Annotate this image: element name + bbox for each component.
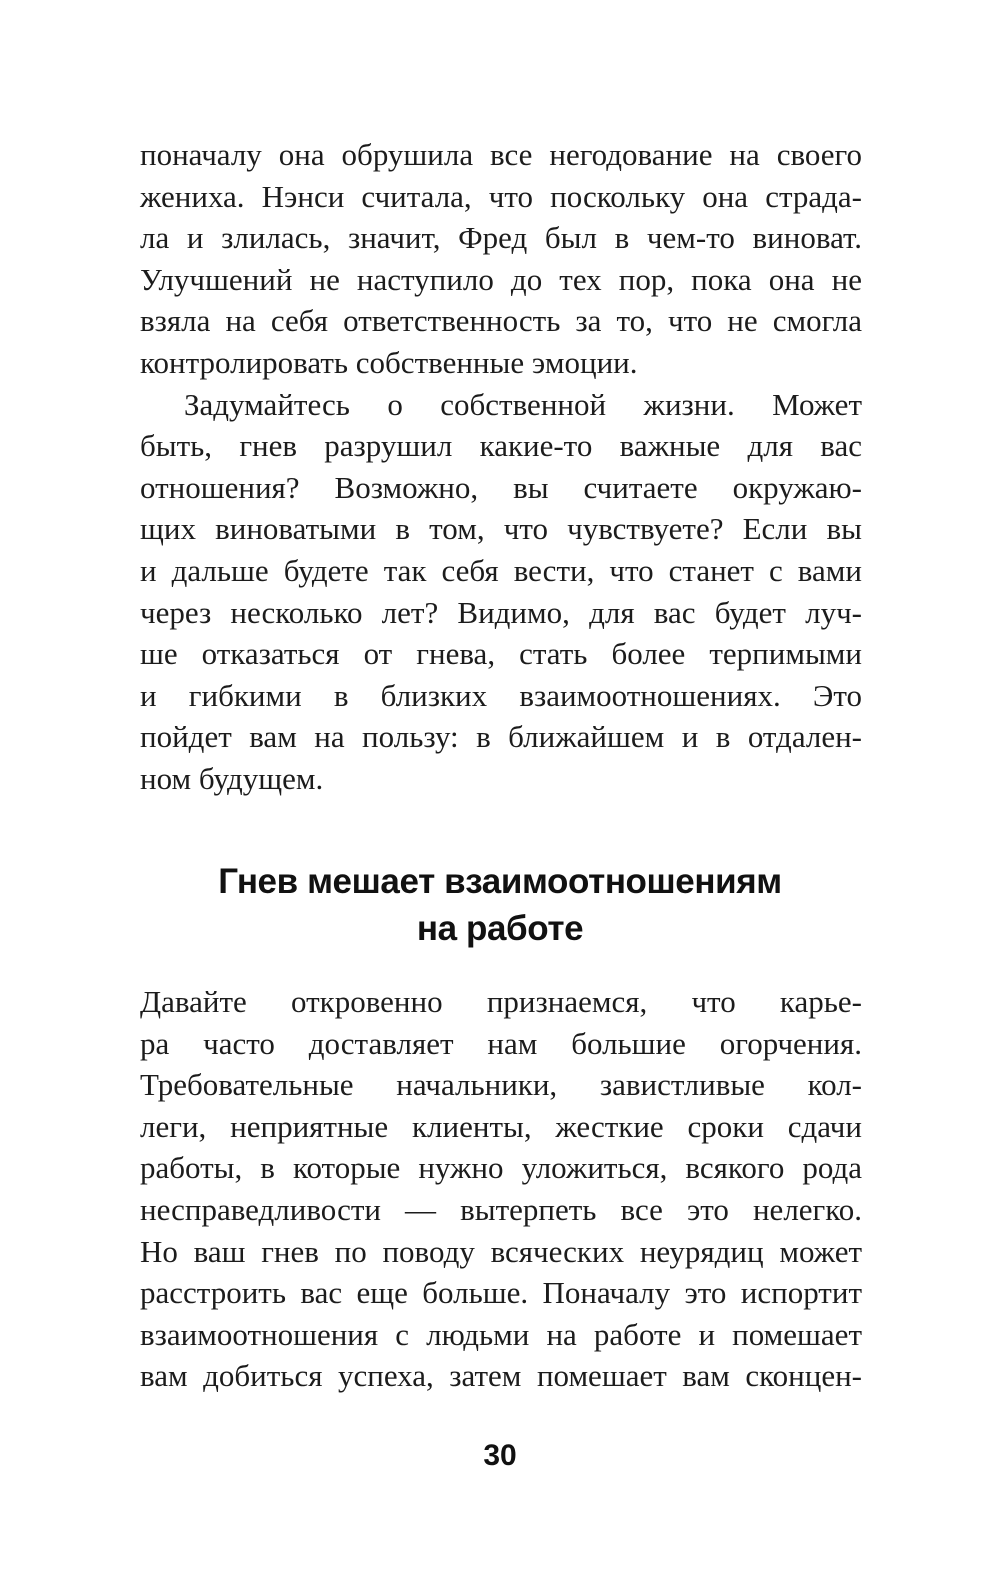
text-line: ше отказаться от гнева, стать более терпимыми [140,636,862,672]
text-line: взяла на себя ответственность за то, что не смогла [140,303,862,339]
text-line: ла и злилась, значит, Фред был в чем-то виноват. [140,220,862,256]
text-line: вам добиться успеха, затем помешает вам сконцен- [140,1358,862,1394]
text-line: ра часто доставляет нам большие огорчения. [140,1025,862,1061]
text-line: взаимоотношения с людьми на работе и помешает [140,1316,862,1352]
text-line: расстроить вас еще больше. Поначалу это испортит [140,1275,862,1311]
heading-line: на работе [416,909,584,948]
text-line: и гибкими в близких взаимоотношениях. Это [140,677,862,713]
heading-line: Гнев мешает взаимоотношениям [218,862,782,901]
page-number: 30 [483,1439,517,1472]
text-line: щих виноватыми в том, что чувствуете? Если вы [140,511,862,547]
text-line: Требовательные начальники, завистливые кол- [140,1067,862,1103]
text-line: ном будущем. [140,760,324,796]
text-line: поначалу она обрушила все негодование на своего [140,137,862,172]
paragraph-continued [140,134,862,384]
text-line: отношения? Возможно, вы считаете окружаю- [140,469,862,505]
text-line: и дальше будете так себя вести, что станет с вами [140,552,862,588]
paragraph-work [140,981,862,1397]
text-line: жениха. Нэнси считала, что поскольку она страда- [140,178,862,214]
text-line: быть, гнев разрушил какие-то важные для вас [140,428,862,464]
text-line: пойдет вам на пользу: в ближайшем и в отдален- [140,719,862,755]
text-line: несправедливости — вытерпеть все это нелегко. [140,1191,862,1227]
text-line: Задумайтесь о собственной жизни. Может [184,386,862,422]
paragraph-reflect [140,384,862,800]
section-heading [100,858,900,952]
text-line: Давайте откровенно признаемся, что карье- [140,984,862,1019]
text-line: леги, неприятные клиенты, жесткие сроки сдачи [140,1108,862,1144]
text-line: Но ваш гнев по поводу всяческих неурядиц может [140,1233,862,1269]
text-line: через несколько лет? Видимо, для вас будет луч- [140,594,862,630]
text-line: Улучшений не наступило до тех пор, пока она не [140,261,862,297]
text-line: контролировать собственные эмоции. [140,344,638,380]
text-line: работы, в которые нужно уложиться, всякого рода [140,1150,862,1186]
